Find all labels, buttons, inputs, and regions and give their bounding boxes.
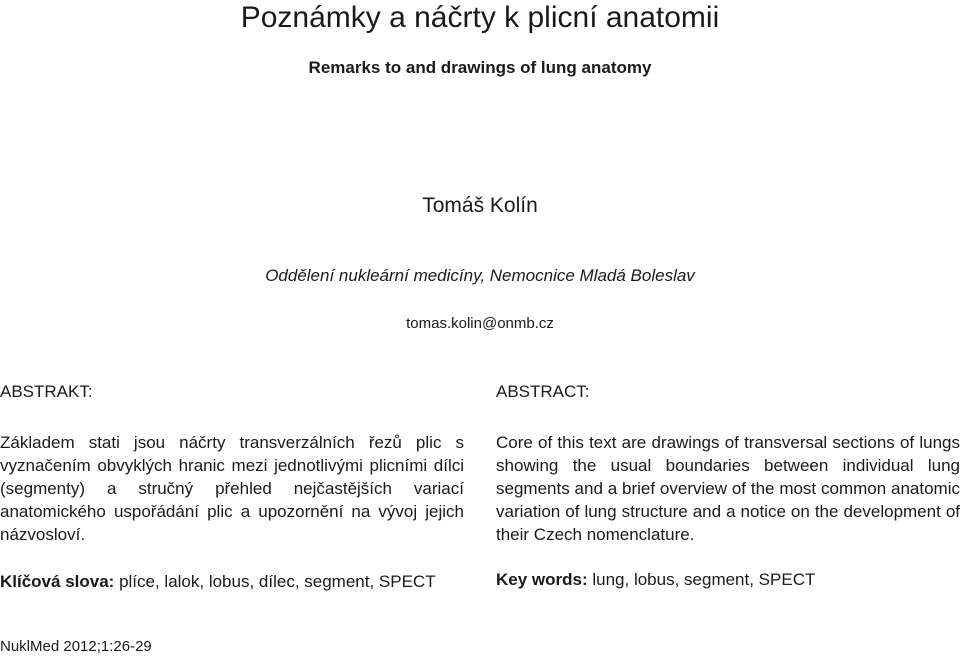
abstract-english-heading: ABSTRACT: (496, 382, 590, 401)
journal-citation: NuklMed 2012;1:26-29 (0, 638, 152, 655)
paper-subtitle: Remarks to and drawings of lung anatomy (308, 58, 652, 77)
abstract-czech-heading: ABSTRAKT: (0, 382, 93, 401)
keywords-english-label: Key words: (496, 570, 593, 589)
abstract-czech-text: Základem stati jsou náčrty transverzálních řezů plic s vyznačením obvyklých hranic mezi jednotlivými plicními dílci (segmenty) a stručný přehled nejčastějších variací anatomického uspořádání plic a upozornění na vývoj jejich názvosloví. (0, 433, 464, 544)
keywords-english-values: lung, lobus, segment, SPECT (592, 570, 816, 589)
paper-title: Poznámky a náčrty k plicní anatomii (240, 1, 720, 34)
author-email[interactable]: tomas.kolin@onmb.cz (406, 315, 554, 332)
keywords-czech-values: plíce, lalok, lobus, dílec, segment, SPECT (119, 572, 436, 591)
author-affiliation: Oddělení nukleární medicíny, Nemocnice Mladá Boleslav (265, 266, 695, 285)
abstract-english (496, 380, 960, 591)
abstract-czech (0, 380, 464, 593)
abstract-english-text: Core of this text are drawings of transversal sections of lungs showing the usual boundaries between individual lung segments and a brief overview of the most common anatomic variation of lung structure and a notice on the development of their Czech nomenclature. (496, 433, 960, 544)
keywords-czech-label: Klíčová slova: (0, 572, 120, 591)
keywords-english (496, 568, 960, 591)
author-name: Tomáš Kolín (422, 194, 538, 217)
keywords-czech (0, 570, 464, 593)
